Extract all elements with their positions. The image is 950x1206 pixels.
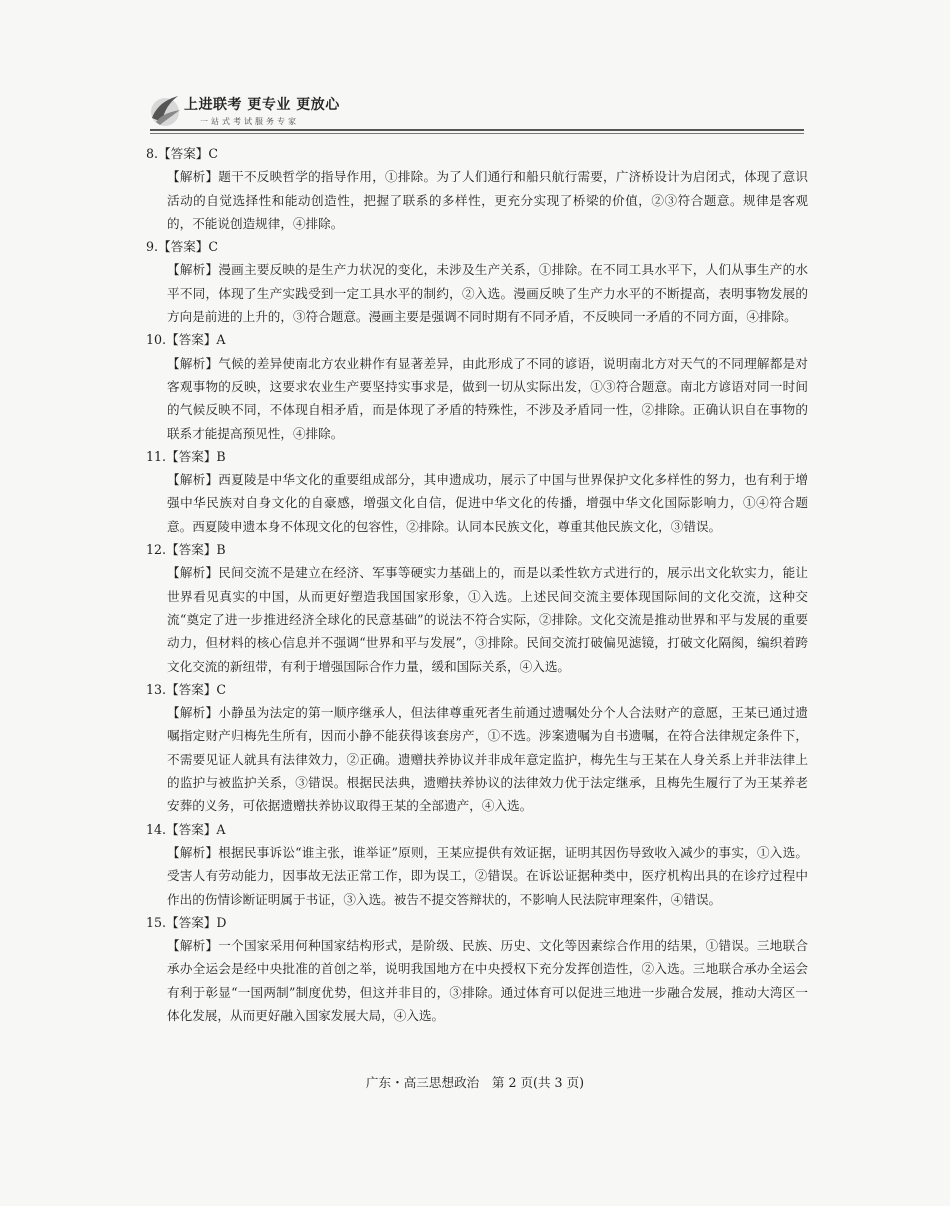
question-item <box>146 678 808 818</box>
header-divider <box>150 129 804 131</box>
analysis-text: 【解析】小静虽为法定的第一顺序继承人，但法律尊重死者生前通过遗嘱处分个人合法财产的意愿，王某已通过遗嘱指定财产归梅先生所有，因而小静不能获得该套房产，①不选。涉案遗嘱为自书遗嘱，在符合法律规定条件下，不需要见证人就具有法律效力，②正确。遗赠扶养协议并非成年意定监护，梅先生与王某在人身关系上并非法律上的监护与被监护关系，③错误。根据民法典，遗赠扶养协议的法律效力优于法定继承，且梅先生履行了为王某养老安葬的义务，可依据遗赠扶养协议取得王某的全部遗产，④入选。 <box>167 705 808 814</box>
answer-line: 9.【答案】C <box>146 239 219 255</box>
page-header <box>148 88 804 134</box>
analysis-text: 【解析】题干不反映哲学的指导作用，①排除。为了人们通行和船只航行需要，广济桥设计为启闭式，体现了意识活动的自觉选择性和能动创造性，把握了联系的多样性，更充分实现了桥梁的价值，②③符合题意。规律是客观的，不能说创造规律，④排除。 <box>167 169 808 231</box>
answer-line: 10.【答案】A <box>146 332 226 348</box>
question-item <box>146 445 808 538</box>
question-item <box>146 818 808 911</box>
answer-line: 13.【答案】C <box>146 681 227 697</box>
analysis-text: 【解析】气候的差异使南北方农业耕作有显著差异，由此形成了不同的谚语，说明南北方对天气的不同理解都是对客观事物的反映，这要求农业生产要坚持实事求是，做到一切从实际出发，①③符合题意。南北方谚语对同一时间的气候反映不同，不体现自相矛盾，而是体现了矛盾的特殊性，不涉及矛盾同一性，②排除。正确认识自在事物的联系才能提高预见性，④排除。 <box>167 355 808 441</box>
question-item <box>146 538 808 678</box>
answer-line: 8.【答案】C <box>146 146 219 161</box>
header-slogan: 上进联考 更专业 更放心 <box>184 97 340 113</box>
page-footer: 广东・高三思想政治 第 2 页(共 3 页) <box>365 1075 585 1090</box>
answer-line: 12.【答案】B <box>146 542 226 558</box>
analysis-text: 【解析】西夏陵是中华文化的重要组成部分，其申遗成功，展示了中国与世界保护文化多样性的努力，也有利于增强中华民族对自身文化的自豪感，增强文化自信，促进中华文化的传播，增强中华文化国际影响力，①④符合题意。西夏陵申遗本身不体现文化的包容性，②排除。认同本民族文化，尊重其他民族文化，③错误。 <box>167 472 808 534</box>
question-item <box>146 328 808 444</box>
header-divider-thin <box>150 133 804 134</box>
answer-list <box>146 142 808 1027</box>
answer-line: 15.【答案】D <box>146 914 227 930</box>
header-subtitle: 一站式考试服务专家 <box>200 117 299 126</box>
analysis-text: 【解析】漫画主要反映的是生产力状况的变化，未涉及生产关系，①排除。在不同工具水平下，人们从事生产的水平不同，体现了生产实践受到一定工具水平的制约，②入选。漫画反映了生产力水平的不断提高，表明事物发展的方向是前进的上升的，③符合题意。漫画主要是强调不同时期有不同矛盾，不反映同一矛盾的不同方面，④排除。 <box>167 262 808 325</box>
analysis-text: 【解析】民间交流不是建立在经济、军事等硬实力基础上的，而是以柔性软方式进行的，展示出文化软实力，能让世界看见真实的中国，从而更好塑造我国国家形象，①入选。上述民间交流主要体现国际间的文化交流，这种交流“奠定了进一步推进经济全球化的民意基础”的说法不符合实际，②排除。文化交流是推动世界和平与发展的重要动力，但材料的核心信息并不强调“世界和平与发展”，③排除。民间交流打破偏见滤镜，打破文化隔阂，编织着跨文化交流的新纽带，有利于增强国际合作力量，缓和国际关系，④入选。 <box>167 565 808 674</box>
answer-line: 14.【答案】A <box>146 821 226 837</box>
analysis-text: 【解析】一个国家采用何种国家结构形式，是阶级、民族、历史、文化等因素综合作用的结果，①错误。三地联合承办全运会是经中央批准的首创之举，说明我国地方在中央授权下充分发挥创造性，②入选。三地联合承办全运会有利于彰显“一国两制”制度优势，但这并非目的，③排除。通过体育可以促进三地进一步融合发展，推动大湾区一体化发展，从而更好融入国家发展大局，④入选。 <box>167 938 808 1023</box>
question-item <box>146 235 808 328</box>
analysis-text: 【解析】根据民事诉讼“谁主张，谁举证”原则，王某应提供有效证据，证明其因伤导致收入减少的事实，①入选。受害人有劳动能力，因事故无法正常工作，即为误工，②错误。在诉讼证据种类中，医疗机构出具的在诊疗过程中作出的伤情诊断证明属于书证，③入选。被告不提交答辩状的，不影响人民法院审理案件，④错误。 <box>167 844 808 907</box>
logo-swoosh-icon <box>148 92 182 128</box>
question-item <box>146 142 808 235</box>
answer-line: 11.【答案】B <box>146 448 226 464</box>
question-item <box>146 911 808 1027</box>
